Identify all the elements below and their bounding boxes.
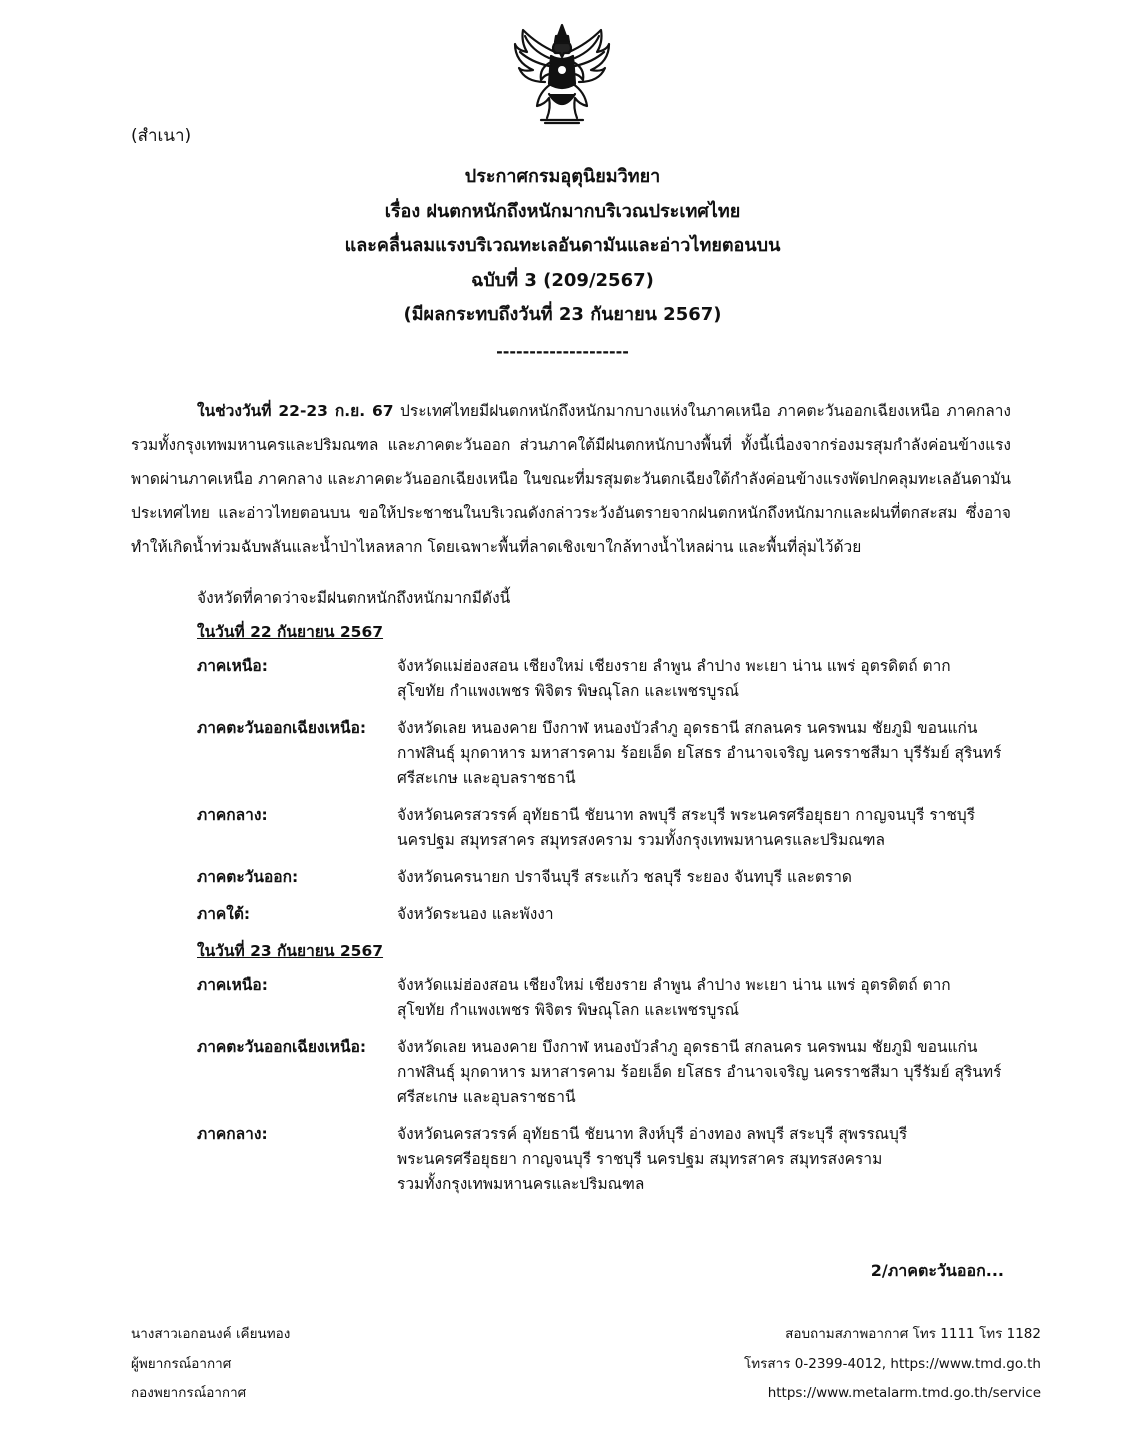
province-line: กาฬสินธุ์ มุกดาหาร มหาสารคาม ร้อยเอ็ด ยโสธร อำนาจเจริญ นครราชสีมา บุรีรัมย์ สุรินทร์ [397, 1063, 1002, 1081]
region-provinces [397, 716, 1027, 791]
region-provinces [397, 654, 1027, 704]
next-page-indicator: 2/ภาคตะวันออก... [870, 1261, 1004, 1280]
forecaster-division: กองพยากรณ์อากาศ [131, 1385, 247, 1401]
province-line: จังหวัดนครสวรรค์ อุทัยธานี ชัยนาท สิงห์บุรี อ่างทอง ลพบุรี สระบุรี สุพรรณบุรี [397, 1125, 908, 1143]
region-label: ภาคกลาง: [197, 806, 268, 824]
footer-signatory [131, 1320, 290, 1409]
day2-date: ในวันที่ 23 กันยายน 2567 [197, 942, 384, 960]
contact-service-url: https://www.metalarm.tmd.go.th/service [767, 1385, 1041, 1401]
province-line: พระนครศรีอยุธยา กาญจนบุรี ราชบุรี นครปฐม สมุทรสาคร สมุทรสงคราม [397, 1150, 883, 1168]
garuda-emblem-icon [511, 22, 613, 126]
province-line: จังหวัดเลย หนองคาย บึงกาฬ หนองบัวลำภู อุดรธานี สกลนคร นครพนม ชัยภูมิ ขอนแก่น [397, 1038, 978, 1056]
province-line: จังหวัดระนอง และพังงา [397, 905, 554, 923]
issue-number: ฉบับที่ 3 (209/2567) [471, 269, 654, 291]
heading-block [0, 160, 1125, 369]
announcement-title: ประกาศกรมอุตุนิยมวิทยา [464, 166, 661, 187]
day2-region-northeast [197, 1035, 1027, 1110]
forecaster-name: นางสาวเอกอนงค์ เคียนทอง [131, 1326, 291, 1342]
forecaster-title: ผู้พยากรณ์อากาศ [131, 1355, 232, 1372]
province-line: รวมทั้งกรุงเทพมหานครและปริมณฑล [397, 1175, 645, 1193]
region-provinces [397, 1035, 1027, 1110]
day1-date: ในวันที่ 22 กันยายน 2567 [197, 623, 384, 641]
province-line: จังหวัดแม่ฮ่องสอน เชียงใหม่ เชียงราย ลำพูน ลำปาง พะเยา น่าน แพร่ อุตรดิตถ์ ตาก [397, 657, 951, 675]
provinces-note: จังหวัดที่คาดว่าจะมีฝนตกหนักถึงหนักมากมีดังนี้ [197, 589, 511, 607]
copy-label: (สำเนา) [131, 126, 192, 146]
province-line: จังหวัดเลย หนองคาย บึงกาฬ หนองบัวลำภู อุดรธานี สกลนคร นครพนม ชัยภูมิ ขอนแก่น [397, 719, 978, 737]
province-line: จังหวัดแม่ฮ่องสอน เชียงใหม่ เชียงราย ลำพูน ลำปาง พะเยา น่าน แพร่ อุตรดิตถ์ ตาก [397, 976, 951, 994]
region-label: ภาคตะวันออก: [197, 868, 299, 886]
region-label: ภาคกลาง: [197, 1125, 268, 1143]
subject-line-1: เรื่อง ฝนตกหนักถึงหนักมากบริเวณประเทศไทย [384, 200, 741, 222]
region-provinces [397, 973, 1027, 1023]
region-provinces [397, 865, 1027, 890]
region-provinces [397, 1122, 1027, 1197]
region-provinces [397, 803, 1027, 853]
region-label: ภาคเหนือ: [197, 657, 268, 675]
day1-region-north [197, 654, 1027, 704]
separator-line: -------------------- [496, 341, 629, 361]
region-provinces [397, 902, 1027, 927]
day2-region-central [197, 1122, 1027, 1197]
day2-region-north [197, 973, 1027, 1023]
intro-paragraph [131, 394, 1011, 564]
region-label: ภาคตะวันออกเฉียงเหนือ: [197, 1038, 367, 1056]
province-line: กาฬสินธุ์ มุกดาหาร มหาสารคาม ร้อยเอ็ด ยโสธร อำนาจเจริญ นครราชสีมา บุรีรัมย์ สุรินทร์ [397, 744, 1002, 762]
footer-contact [744, 1320, 1041, 1409]
region-label: ภาคเหนือ: [197, 976, 268, 994]
province-line: ศรีสะเกษ และอุบลราชธานี [397, 769, 576, 787]
province-line: สุโขทัย กำแพงเพชร พิจิตร พิษณุโลก และเพชรบูรณ์ [397, 1001, 740, 1019]
contact-fax-website: โทรสาร 0-2399-4012, https://www.tmd.go.th [744, 1355, 1041, 1372]
province-listing [197, 586, 1027, 1209]
day1-region-central [197, 803, 1027, 853]
province-line: จังหวัดนครนายก ปราจีนบุรี สระแก้ว ชลบุรี ระยอง จันทบุรี และตราด [397, 868, 852, 886]
region-label: ภาคตะวันออกเฉียงเหนือ: [197, 719, 367, 737]
day1-region-east [197, 865, 1027, 890]
day1-region-south [197, 902, 1027, 927]
day1-region-northeast [197, 716, 1027, 791]
region-label: ภาคใต้: [197, 905, 251, 923]
intro-lead: ในช่วงวันที่ 22-23 ก.ย. 67 [197, 402, 394, 420]
contact-phone: สอบถามสภาพอากาศ โทร 1111 โทร 1182 [785, 1326, 1041, 1342]
subject-line-2: และคลื่นลมแรงบริเวณทะเลอันดามันและอ่าวไทยตอนบน [344, 235, 781, 256]
province-line: จังหวัดนครสวรรค์ อุทัยธานี ชัยนาท ลพบุรี สระบุรี พระนครศรีอยุธยา กาญจนบุรี ราชบุรี [397, 806, 976, 824]
intro-body: ประเทศไทยมีฝนตกหนักถึงหนักมากบางแห่งในภาคเหนือ ภาคตะวันออกเฉียงเหนือ ภาคกลาง รวมทั้งกรุงเทพมหานครและปริมณฑล และภาคตะวันออก ส่วนภาคใต้มีฝนตกหนักบางพื้นที่ ทั้งนี้เนื่องจากร่องมรสุมกำลังค่อนข้างแรงพาดผ่านภาคเหนือ ภาคกลาง และภาคตะวันออกเฉียงเหนือ ในขณะที่มรสุมตะวันตกเฉียงใต้กำลังค่อนข้างแรงพัดปกคลุมทะเลอันดามัน ประเทศไทย และอ่าวไทยตอนบน ขอให้ประชาชนในบริเวณดังกล่าวระวังอันตรายจากฝนตกหนักถึงหนักมากและฝนที่ตกสะสม ซึ่งอาจทำให้เกิดน้ำท่วมฉับพลันและน้ำป่าไหลหลาก โดยเฉพาะพื้นที่ลาดเชิงเขาใกล้ทางน้ำไหลผ่าน และพื้นที่ลุ่มไว้ด้วย [131, 402, 1011, 556]
province-line: สุโขทัย กำแพงเพชร พิจิตร พิษณุโลก และเพชรบูรณ์ [397, 682, 740, 700]
province-line: นครปฐม สมุทรสาคร สมุทรสงคราม รวมทั้งกรุงเทพมหานครและปริมณฑล [397, 831, 886, 849]
province-line: ศรีสะเกษ และอุบลราชธานี [397, 1088, 576, 1106]
effective-date: (มีผลกระทบถึงวันที่ 23 กันยายน 2567) [403, 304, 722, 325]
